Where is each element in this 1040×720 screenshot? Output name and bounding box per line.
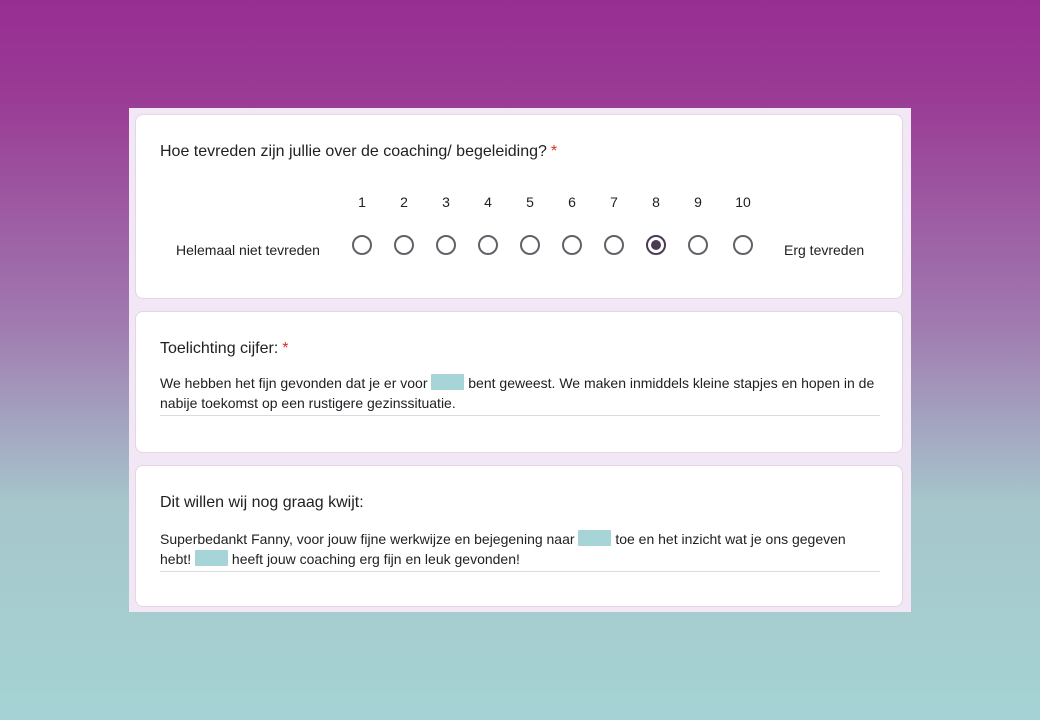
scale-number-7: 7 (610, 194, 618, 210)
scale-number-10: 10 (735, 194, 751, 210)
scale-number-4: 4 (484, 194, 492, 210)
rating-radio-9[interactable] (688, 235, 708, 255)
answer-text: heeft jouw coaching erg fijn en leuk gevonden! (228, 551, 520, 567)
scale-number-1: 1 (358, 194, 366, 210)
required-asterisk: * (282, 340, 289, 357)
scale-number-5: 5 (526, 194, 534, 210)
answer-text: We hebben het fijn gevonden dat je er voor (160, 375, 432, 391)
redacted-name (578, 530, 611, 546)
redacted-name (195, 550, 228, 566)
rating-radio-8[interactable] (646, 235, 666, 255)
scale-number-2: 2 (400, 194, 408, 210)
scale-max-label: Erg tevreden (784, 242, 865, 258)
explanation-question-card (135, 311, 903, 453)
form-container (129, 108, 911, 612)
rating-radio-1[interactable] (352, 235, 372, 255)
answer-text: bent geweest. We maken inmiddels kleine stapjes en hopen in de nabije toekomst op een rustigere gezinssituatie. (160, 375, 875, 411)
rating-radio-5[interactable] (520, 235, 540, 255)
question-title: Dit willen wij nog graag kwijt: (160, 494, 364, 511)
rating-radio-7[interactable] (604, 235, 624, 255)
rating-question-card (135, 114, 903, 299)
scale-number-8: 8 (652, 194, 660, 210)
rating-radio-3[interactable] (436, 235, 456, 255)
scale-min-label: Helemaal niet tevreden (176, 242, 320, 258)
scale-number-6: 6 (568, 194, 576, 210)
rating-radio-6[interactable] (562, 235, 582, 255)
question-title: Hoe tevreden zijn jullie over de coaching/ begeleiding? * (160, 143, 558, 160)
comments-answer-field[interactable] (160, 529, 880, 572)
rating-radio-2[interactable] (394, 235, 414, 255)
scale-number-3: 3 (442, 194, 450, 210)
required-asterisk: * (550, 143, 558, 160)
rating-radio-10[interactable] (733, 235, 753, 255)
comments-question-card (135, 465, 903, 607)
question-title: Toelichting cijfer: * (160, 340, 289, 357)
redacted-name (431, 374, 464, 390)
explanation-answer-field[interactable] (160, 373, 880, 416)
rating-radio-4[interactable] (478, 235, 498, 255)
answer-text: Superbedankt Fanny, voor jouw fijne werkwijze en bejegening naar (160, 531, 579, 547)
scale-number-9: 9 (694, 194, 702, 210)
answer-text: toe en het inzicht wat je ons gegeven hebt! (160, 531, 846, 567)
